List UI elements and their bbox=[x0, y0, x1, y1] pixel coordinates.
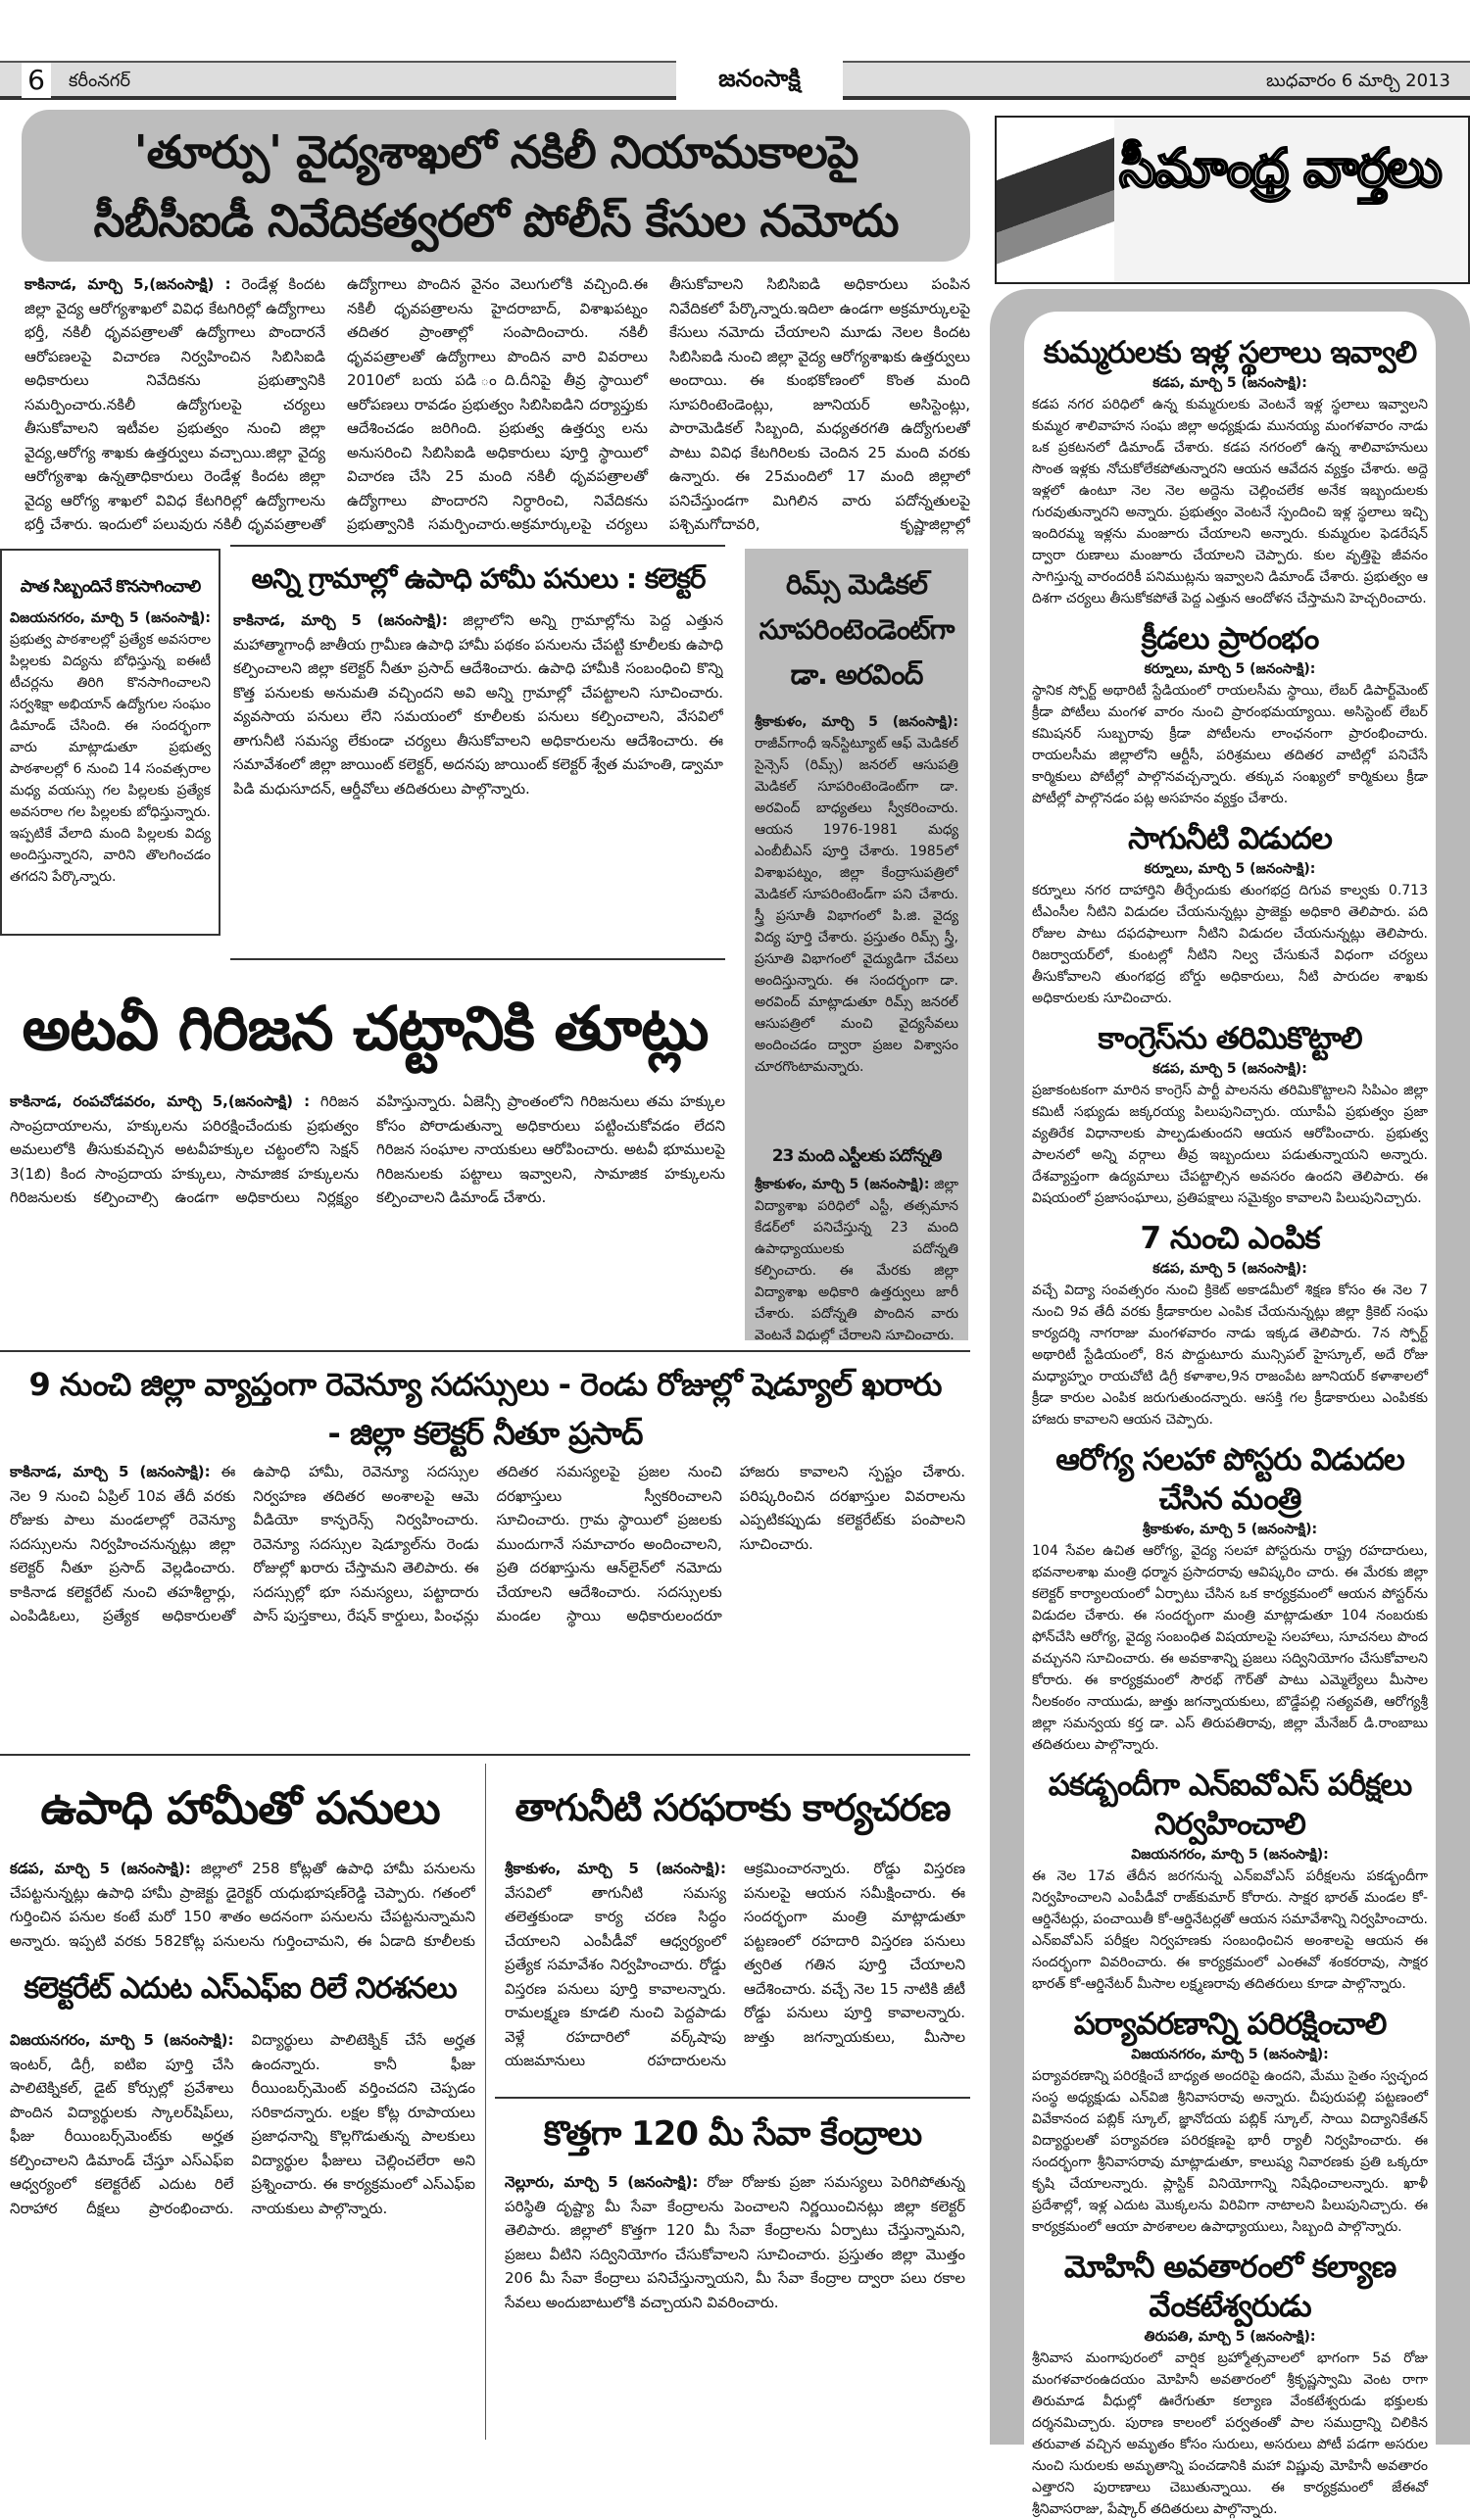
divider bbox=[0, 1754, 970, 1756]
article-old-staff bbox=[0, 549, 220, 936]
divider bbox=[230, 545, 725, 547]
divider bbox=[0, 1350, 970, 1352]
article-upadhi-works bbox=[10, 1857, 475, 1955]
article-text: కడప నగర పరిధిలో ఉన్న కుమ్మరులకు వెంటనే ఇళ్ల స్థలాలు ఇవ్వాలని కుమ్మర శాలివాహన సంఘ జిల్లా అధ్యక్షుడు మునయ్య మంగళవారం నాడు ఒక ప్రకటనలో డిమాండ్ చేశారు. కడప నగరంలో ఉన్న శాలివాహనులు సొంత ఇళ్లకు నోచుకోలేకపోతున్నారని ఆయన ఆవేదన వ్యక్తం చేశారు. అద్దె ఇళ్లలో ఉంటూ నెల నెల అద్దెను చెల్లించలేక అనేక ఇబ్బందులకు గురవుతున్నారని అన్నారు. ప్రభుత్వం వెంటనే స్పందించి ఇళ్ల స్థలాలు ఇచ్చి ఇందిరమ్మ ఇళ్లను మంజూరు చేయాలని అన్నారు. కుమ్మరుల ఫెడరేషన్ ద్వారా రుణాలు మంజూరు చేయాలని చెప్పారు. కుల వృత్తిపై జీవనం సాగిస్తున్న వారందరికీ పనిముట్లను ఇవ్వాలని డిమాండ్ చేశారు. ప్రభుత్వం ఆ దిశగా చర్యలు తీసుకోకపోతే పెద్ద ఎత్తున ఆందోళన చేస్తామని హెచ్చరించారు. bbox=[1032, 397, 1428, 606]
dateline: కాకినాడ, మార్చి 5,(జనంసాక్షి) : bbox=[24, 275, 231, 293]
divider bbox=[230, 958, 725, 960]
article-text: శ్రీనివాస మంగాపురంలో వార్షిక బ్రహ్మోత్సవాలలో భాగంగా 5వ రోజు మంగళవారంఉదయం మోహినీ అవతారంలో శ్రీకృష్ణస్వామి వెంట రాగా తిరుమాడ వీధుల్లో ఊరేగుతూ కల్యాణ వేంకటేశ్వరుడు భక్తులకు దర్శనమిచ్చారు. పురాణ కాలంలో పర్వతంతో పాల సముద్రాన్ని చిలికిన తరువాత వచ్చిన అమృతం కోసం సురులు, అసరులు పోటీ పడగా అసరుల నుంచి సురులకు అమృతాన్ని పంచడానికి మహా విష్ణువు మోహినీ అవతారం ఎత్తారని పురాణాలు చెబుతున్నాయి. ఈ కార్యక్రమంలో జేఈవో శ్రీనివాసరాజు, పేష్కార్ తదితరులు పాల్గొన్నారు. bbox=[1032, 2350, 1428, 2517]
article-headline: మోహినీ అవతారంలో కల్యాణ వేంకటేశ్వరుడు bbox=[1063, 2250, 1396, 2324]
article-headline: పకడ్బందీగా ఎన్‌ఐవోఎస్ పరీక్షలు నిర్వహించాలి bbox=[1048, 1768, 1412, 1842]
article-headline: అన్ని గ్రామాల్లో ఉపాధి హామీ పనులు : కలెక్టర్ bbox=[251, 562, 706, 595]
article-upadhi-collector bbox=[233, 554, 723, 955]
sidebar-article bbox=[1032, 819, 1428, 1009]
dateline: శ్రీకాకుళం, మార్చి 5 (జనంసాక్షి): bbox=[505, 1860, 726, 1877]
masthead bbox=[0, 61, 1470, 100]
article-text: వచ్చే విద్యా సంవత్సరం నుంచి క్రికెట్ అకాడమీలో శిక్షణ కోసం ఈ నెల 7 నుంచి 9వ తేదీ వరకు క్రీడాకారుల ఎంపిక చేయనున్నట్లు జిల్లా క్రికెట్ సంఘ కార్యదర్శి నాగరాజు మంగళవారం నాడు ఇక్కడ తెలిపారు. 7న స్పోర్ట్ అథారిటీ స్టేడియంలో, 8న పొద్దుటూరు మున్సిపల్ హైస్కూల్, అదే రోజు మధ్యాహ్నం రాయచోటి డిగ్రీ కళాశాల,9న రాజంపేట జూనియర్ కళాశాలలో క్రీడా కారుల ఎంపిక జరుగుతుందన్నారు. ఆసక్తి గల క్రీడాకారులు ఎంపికకు హాజరు కావాలని ఆయన చెప్పారు. bbox=[1032, 1283, 1428, 1428]
dateline: కడప, మార్చి 5 (జనంసాక్షి): bbox=[1152, 375, 1307, 391]
article-drinking-water bbox=[505, 1857, 965, 2087]
headline-line-2: - జిల్లా కలెక్టర్ నీతూ ప్రసాద్ bbox=[327, 1415, 643, 1452]
lead-article-body bbox=[24, 272, 970, 537]
sidebar-article bbox=[1032, 1440, 1428, 1756]
article-headline: 7 నుంచి ఎంపిక bbox=[1140, 1221, 1320, 1256]
sidebar-article bbox=[1032, 619, 1428, 809]
article-headline: కలెక్టరేట్ ఎదుట ఎస్‌ఎఫ్‌ఐ రిలే నిరశనలు bbox=[24, 1971, 457, 2006]
dateline: కడప, మార్చి 5 (జనంసాక్షి): bbox=[1152, 1061, 1307, 1077]
article-text: జిల్లా విద్యాశాఖ పరిధిలో ఎస్టీ, తత్సమాన కేడర్‌లో పనిచేస్తున్న 23 మంది ఉపాధ్యాయులకు పదోన్నతి కల్పించారు. ఈ మేరకు జిల్లా విద్యాశాఖ అధికారి ఉత్తర్వులు జారీ చేశారు. పదోన్నతి పొందిన వారు వెంటనే విధుల్లో చేరాలని సూచించారు. bbox=[755, 1177, 958, 1343]
article-text: 104 సేవల ఉచిత ఆరోగ్య, వైద్య సలహా పోస్టరును రాష్ట్ర రహదారులు, భవనాలశాఖ మంత్రి ధర్మాన ప్రసాదరావు ఆవిష్కరిం చారు. ఈ మేరకు జిల్లా కలెక్టర్ కార్యాలయంలో ఏర్పాటు చేసిన ఒక కార్యక్రమంలో ఆయన పోస్టర్‌ను విడుదల చేశారు. ఈ సందర్భంగా మంత్రి మాట్లాడుతూ 104 నంబరుకు ఫోన్‌చేసి ఆరోగ్య, వైద్య సంబంధిత విషయాలపై సలహాలు, సూచనలు పొంద వచ్చునని సూచించారు. ఈ అవకాశాన్ని ప్రజలు సద్వినియోగం చేసుకోవాలని కోరారు. ఈ కార్యక్రమంలో సౌరభ్ గౌర్‌తో పాటు ఎమ్మెల్యేలు మీసాల నీలకంఠం నాయుడు, జుత్తు జగన్నాయకులు, బొడ్డేపల్లి సత్యవతి, ఆరోగ్యశ్రీ జిల్లా సమన్వయ కర్త డా. ఎస్ తిరుపతిరావు, జిల్లా మేనేజర్ డి.రాంబాబు తదితరులు పాల్గొన్నారు. bbox=[1032, 1543, 1428, 1753]
article-revenue bbox=[10, 1460, 965, 1744]
edition-name: కరీంనగర్ bbox=[69, 71, 130, 91]
article-text: రోజు రోజుకు ప్రజా సమస్యలు పెరిగిపోతున్న పరిస్థితి దృష్ట్యా మీ సేవా కేంద్రాలను పెంచాలని నిర్ణయించినట్లు జిల్లా కలెక్టర్ తెలిపారు. జిల్లాలో కొత్తగా 120 మీ సేవా కేంద్రాలను ఏర్పాటు చేస్తున్నామని, ప్రజలు వీటిని సద్వినియోగం చేసుకోవాలని సూచించారు. ప్రస్తుతం జిల్లా మొత్తం 206 మీ సేవా కేంద్రాలు పనిచేస్తున్నాయని, మీ సేవా కేంద్రాల ద్వారా పలు రకాల సేవలు అందుబాటులోకి వచ్చాయని వివరించారు. bbox=[505, 2173, 965, 2311]
article-headline: పాత సిబ్బందినే కొనసాగించాలి bbox=[20, 577, 201, 597]
headline-line-1: 9 నుంచి జిల్లా వ్యాప్తంగా రెవెన్యూ సదస్సులు - రెండు రోజుల్లో షెడ్యూల్ ఖరారు bbox=[28, 1366, 942, 1403]
article-headline: క్రీడలు ప్రారంభం bbox=[1141, 621, 1319, 656]
article-text: జిల్లాలో 258 కోట్లతో ఉపాధి హామీ పనులను చేపట్టనున్నట్లు ఉపాధి హామీ ప్రాజెక్టు డైరెక్టర్ యధుభూషణ్‌రెడ్డి చెప్పారు. గతంలో గుర్తించిన పనుల కంటే మరో 150 శాతం అదనంగా పనులను చేపట్టనున్నామని అన్నారు. ఇప్పటి వరకు 582కోట్ల పనులను గుర్తించామని, ఈ ఏడాది కూలీలకు bbox=[10, 1860, 475, 1950]
article-headline: 23 మంది ఎస్టీలకు పదోన్నతి bbox=[771, 1146, 942, 1166]
article-headline: పర్యావరణాన్ని పరిరక్షించాలి bbox=[1073, 2007, 1387, 2042]
article-text: ప్రజాకంటకంగా మారిన కాంగ్రెస్ పార్టీ పాలనను తరిమికొట్టాలని సిపిఎం జిల్లా కమిటీ సభ్యుడు జక్కరయ్య పిలుపునిచ్చారు. యూపీఏ ప్రభుత్వం ప్రజా వ్యతిరేక విధానాలకు పాల్పడుతుందని ఆయన ఆరోపించారు. ప్రభుత్వ పాలనలో అన్ని వర్గాలు తీవ్ర ఇబ్బందులు పడుతున్నాయని అన్నారు. దేశవ్యాప్తంగా ఉద్యమాలు చేపట్టాల్సిన అవసరం ఉందని తెలిపారు. ఈ విషయంలో ప్రజాసంఘాలు, ప్రతిపక్షాలు సమైక్యం కావాలని పిలుపునిచ్చారు. bbox=[1032, 1083, 1428, 1206]
article-forest bbox=[10, 1090, 725, 1334]
article-text: రాజీవ్‌గాంధీ ఇన్‌స్టిట్యూట్ ఆఫ్ మెడికల్ సైన్సెస్ (రిమ్స్) జనరల్ ఆసుపత్రి మెడికల్ సూపరింటెండెంట్‌గా డా. అరవింద్ బాధ్యతలు స్వీకరించారు. ఆయన 1976-1981 మధ్య ఎంబీబీఎస్ పూర్తి చేశారు. 1985లో విశాఖపట్నం, జిల్లా కేంద్రాసుపత్రిలో మెడికల్ సూపరింటెండ్‌గా పని చేశారు. స్త్రీ ప్రసూతీ విభాగంలో పి.జి. వైద్య విద్య పూర్తి చేశారు. ప్రస్తుతం రిమ్స్ స్త్రీ, ప్రసూతి విభాగంలో వైద్యుడిగా చేవలు అందిస్తున్నారు. ఈ సందర్భంగా డా. అరవింద్ మాట్లాడుతూ రిమ్స్ జనరల్ ఆసుపత్రిలో మంచి వైద్యసేవలు అందించడం ద్వారా ప్రజల విశ్వాసం చూరగొంటామన్నారు. bbox=[755, 736, 958, 1075]
sidebar-article bbox=[1032, 1019, 1428, 1209]
dateline: కర్నూలు, మార్చి 5 (జనంసాక్షి): bbox=[1144, 661, 1316, 677]
article-headline: కొత్తగా 120 మీ సేవా కేంద్రాలు bbox=[543, 2114, 922, 2154]
dateline: విజయనగరం, మార్చి 5 (జనంసాక్షి): bbox=[1131, 1847, 1329, 1863]
dateline: శ్రీకాకుళం, మార్చి 5 (జనంసాక్షి): bbox=[1142, 1522, 1318, 1537]
column-divider bbox=[485, 1764, 486, 2440]
dateline: కాకినాడ, రంపచోడవరం, మార్చి 5,(జనంసాక్షి) : bbox=[10, 1092, 311, 1110]
article-text: స్థానిక స్పోర్ట్ అథారిటీ స్టేడియంలో రాయలసీమ స్థాయి, లేబర్ డిపార్ట్‌మెంట్ క్రీడా పోటీలు మంగళ వారం నుంచి ప్రారంభమయ్యాయి. అసిస్టెంట్ లేబర్ కమిషనర్ సుబ్బరావు క్రీడా పోటీలను లాంఛనంగా ప్రారంభించారు. రాయలసీమ జిల్లాలోని ఆర్టీసీ, పరిశ్రమలు తదితర వాటిల్లో పనిచేసే కార్మికులు పోటీల్లో పాల్గొనవచ్చన్నారు. తక్కువ సంఖ్యలో కార్మికులు క్రీడా పోటీల్లో పాల్గొనడం పట్ల అసహనం వ్యక్తం చేశారు. bbox=[1032, 683, 1428, 806]
dateline: విజయనగరం, మార్చి 5 (జనంసాక్షి): bbox=[10, 2031, 234, 2049]
article-sfi bbox=[10, 2028, 475, 2440]
page-number: 6 bbox=[22, 63, 51, 98]
dateline: తిరుపతి, మార్చి 5 (జనంసాక్షి): bbox=[1144, 2329, 1316, 2345]
dateline: శ్రీకాకుళం, మార్చి 5 (జనంసాక్షి): bbox=[755, 1177, 930, 1192]
dateline: నెల్లూరు, మార్చి 5 (జనంసాక్షి): bbox=[505, 2173, 699, 2191]
article-rims bbox=[745, 549, 968, 1343]
article-headline: తాగునీటి సరఫరాకు కార్యచరణ bbox=[514, 1786, 951, 1829]
lead-headline-line-1: 'తూర్పు' వైద్యశాఖలో నకిలీ నియామకాలపై bbox=[133, 125, 858, 178]
section-banner bbox=[995, 116, 1470, 284]
dateline: కాకినాడ, మార్చి 5 (జనంసాక్షి): bbox=[10, 1463, 211, 1480]
article-headline: అటవీ గిరిజన చట్టానికి తూట్లు bbox=[22, 993, 709, 1064]
dateline: విజయనగరం, మార్చి 5 (జనంసాక్షి): bbox=[10, 610, 211, 626]
lead-headline bbox=[22, 110, 970, 262]
article-text: ఈ నెల 17వ తేదీన జరగనున్న ఎన్‌ఐవోఎస్ పరీక్షలను పకడ్బందీగా నిర్వహించాలని ఎంపీడీవో రాజ్‌కుమార్ కోరారు. సాక్షర భారత్ మండల కో-ఆర్డినేటర్లు, పంచాయితీ కో-ఆర్డినేటర్లతో ఆయన సమావేశాన్ని నిర్వహించారు. ఎన్‌ఐవోఎస్ పరీక్షల నిర్వహణకు సంబంధించిన అంశాలపై ఆయన ఈ సందర్భంగా వివరించారు. ఈ కార్యక్రమంలో ఎంఈవో శంకరరావు, సాక్షర భారత్ కో-ఆర్డినేటర్ మీసాల లక్ష్మణరావు తదితరులు కూడా పాల్గొన్నారు. bbox=[1032, 1868, 1428, 1992]
article-text: ఇంటర్, డిగ్రీ, ఐటిఐ పూర్తి చేసి పాలిటెక్నికల్, డైట్ కోర్సుల్లో ప్రవేశాలు పొందిన విద్యార్థులకు స్కాలర్‌షిప్‌లు, ఫీజు రీయింబర్స్‌మెంట్‌కు అర్హత కల్పించాలని డిమాండ్ చేస్తూ ఎస్‌ఎఫ్‌ఐ ఆధ్వర్యంలో కలెక్టరేట్ ఎదుట రిలే నిరాహార దీక్షలు ప్రారంభించారు. విద్యార్థులు పాలిటెక్నిక్ చేసే అర్హత ఉందన్నారు. కానీ ఫీజు రీయింబర్స్‌మెంట్ వర్తించదని చెప్పడం సరికాదన్నారు. లక్షల కోట్ల రూపాయలు ప్రజాధనాన్ని కొల్లగొడుతున్న పాలకులు విద్యార్థుల ఫీజులు చెల్లించలేరా అని ప్రశ్నించారు. ఈ కార్యక్రమంలో ఎస్‌ఎఫ్‌ఐ నాయకులు పాల్గొన్నారు. bbox=[10, 2031, 475, 2217]
article-text: ప్రభుత్వ పాఠశాలల్లో ప్రత్యేక అవసరాల పిల్లలకు విద్యను బోధిస్తున్న ఐఈటీ టీచర్లను తిరిగి కొనసాగించాలని సర్వశిక్షా అభియాన్ ఉద్యోగుల సంఘం డిమాండ్ చేసింది. ఈ సందర్భంగా వారు మాట్లాడుతూ ప్రభుత్వ పాఠశాలల్లో 6 నుంచి 14 సంవత్సరాల మధ్య వయస్సు గల పిల్లలకు ప్రత్యేక అవసరాల గల పిల్లలకు బోధిస్తున్నారు. ఇప్పటికే వేలాది మంది పిల్లలకు విద్య అందిస్తున్నారని, వారిని తొలగించడం తగదని పేర్కొన్నారు. bbox=[10, 632, 211, 885]
article-text: ఈ నెల 9 నుంచి ఏప్రిల్ 10వ తేదీ వరకు రోజుకు పాలు మండలాల్లో రెవెన్యూ సదస్సులను నిర్వహించనున్నట్లు జిల్లా కలెక్టర్ నీతూ ప్రసాద్ వెల్లడించారు. కాకినాడ కలెక్టరేట్ నుంచి తహశీల్దార్లు, ఎంపిడిఓలు, ప్రత్యేక అధికారులతో ఉపాధి హామీ, రెవెన్యూ సదస్సుల నిర్వహణ తదితర అంశాలపై ఆమె వీడియో కాన్ఫరెన్స్ నిర్వహించారు. రెవెన్యూ సదస్సుల షెడ్యూల్‌ను రెండు రోజుల్లో ఖరారు చేస్తామని తెలిపారు. ఈ సదస్సుల్లో భూ సమస్యలు, పట్టాదారు పాస్ పుస్తకాలు, రేషన్ కార్డులు, పింఛన్లు తదితర సమస్యలపై ప్రజల నుంచి దరఖాస్తులు స్వీకరించాలని సూచించారు. గ్రామ స్థాయిలో ప్రజలకు ముందుగానే సమాచారం అందించాలని, ప్రతి దరఖాస్తును ఆన్‌లైన్‌లో నమోదు చేయాలని ఆదేశించారు. సదస్సులకు మండల స్థాయి అధికారులందరూ హాజరు కావాలని స్పష్టం చేశారు. పరిష్కరించిన దరఖాస్తుల వివరాలను ఎప్పటికప్పుడు కలెక్టరేట్‌కు పంపాలని సూచించారు. bbox=[10, 1463, 965, 1624]
article-text: జిల్లాలోని అన్ని గ్రామాల్లోను పెద్ద ఎత్తున మహాత్మాగాంధీ జాతీయ గ్రామీణ ఉపాధి హామీ పథకం పనులను చేపట్టి కూలీలకు ఉపాధి కల్పించాలని జిల్లా కలెక్టర్ నీతూ ప్రసాద్ ఆదేశించారు. ఉపాధి హామీకి సంబంధించి కొన్ని కొత్త పనులకు అనుమతి వచ్చిందని అవి అన్ని గ్రామాల్లో చేపట్టాలని సూచించారు. వ్యవసాయ పనులు లేని సమయంలో కూలీలకు పనులు కల్పించాలని, వేసవిలో తాగునీటి సమస్య లేకుండా చర్యలు తీసుకోవాలని అధికారులను ఆదేశించారు. ఈ సమావేశంలో జిల్లా జాయింట్ కలెక్టర్, అదనపు జాయింట్ కలెక్టర్ శ్వేత మహంతి, డ్వామా పిడి మధుసూదన్, ఆర్డీవోలు తదితరులు పాల్గొన్నారు. bbox=[233, 611, 723, 798]
article-text: గిరిజన సాంప్రదాయాలను, హక్కులను పరిరక్షించేందుకు ప్రభుత్వం అమలులోకి తీసుకువచ్చిన అటవీహక్కుల చట్టంలోని సెక్షన్ 3(1బి) కింద సాంప్రదాయ హక్కులు, సామాజిక హక్కులను గిరిజనులకు కల్పించాల్సి ఉండగా అధికారులు నిర్లక్ష్యం వహిస్తున్నారు. ఏజెన్సీ ప్రాంతంలోని గిరిజనులు తమ హక్కుల కోసం పోరాడుతున్నా అధికారులు పట్టించుకోవడం లేదని గిరిజన సంఘాల నాయకులు ఆరోపించారు. అటవీ భూములపై గిరిజనులకు పట్టాలు ఇవ్వాలని, సామాజిక హక్కులను కల్పించాలని డిమాండ్ చేశారు. bbox=[10, 1092, 725, 1206]
dateline: కాకినాడ, మార్చి 5 (జనంసాక్షి): bbox=[233, 611, 448, 629]
article-headline: సాగునీటి విడుదల bbox=[1128, 821, 1332, 856]
dateline: కర్నూలు, మార్చి 5 (జనంసాక్షి): bbox=[1144, 861, 1316, 877]
sidebar-article bbox=[1032, 2005, 1428, 2238]
state-map-image bbox=[997, 118, 1114, 284]
article-headline: ఆరోగ్య సలహా పోస్టరు విడుదల చేసిన మంత్రి bbox=[1055, 1442, 1404, 1517]
issue-date: బుధవారం 6 మార్చి 2013 bbox=[1266, 71, 1450, 91]
article-headline: ఉపాధి హామీతో పనులు bbox=[40, 1781, 440, 1834]
article-text: వేసవిలో తాగునీటి సమస్య తలెత్తకుండా కార్య చరణ సిద్ధం చేయాలని ఎంపీడీవో ఆధ్వర్యంలో ప్రత్యేక సమావేశం నిర్వహించారు. రోడ్డు విస్తరణ పనులు పూర్తి కావాలన్నారు. రామలక్ష్మణ కూడలి నుంచి పెద్దపాడు వెళ్లే రహదారిలో వర్క్‌షాపు యజమానులు రహదారులను ఆక్రమించారన్నారు. రోడ్డు విస్తరణ పనులపై ఆయన సమీక్షించారు. ఈ సందర్భంగా మంత్రి మాట్లాడుతూ పట్టణంలో రహదారి విస్తరణ పనులు త్వరిత గతిన పూర్తి చేయాలని ఆదేశించారు. వచ్చే నెల 15 నాటికి జీటీ రోడ్డు పనులు పూర్తి కావాలన్నారు. జుత్తు జగన్నాయకులు, మీసాల bbox=[505, 1860, 965, 2069]
sidebar-article bbox=[1032, 2248, 1428, 2520]
sidebar-article bbox=[1032, 1766, 1428, 1995]
article-meeseva bbox=[505, 2170, 965, 2440]
newspaper-logo: జనంసాక్షి bbox=[676, 57, 843, 100]
dateline: కడప, మార్చి 5 (జనంసాక్షి): bbox=[10, 1860, 191, 1877]
article-text: పర్యావరణాన్ని పరిరక్షించే బాధ్యత అందరిపై ఉందని, మేము సైతం స్వచ్ఛంద సంస్థ అధ్యక్షుడు ఎన్‌విజి శ్రీనివాసరావు అన్నారు. చీపురుపల్లి పట్టణంలో వివేకానంద పబ్లిక్ స్కూల్, జ్ఞానోదయ పబ్లిక్ స్కూల్, సాయి విద్యానికేతన్ విద్యార్థులతో పర్యావరణ పరిరక్షణపై భారీ ర్యాలీ నిర్వహించారు. ఈ సందర్భంగా శ్రీనివాసరావు మాట్లాడుతూ, కాలుష్య నివారణకు ప్రతి ఒక్కరూ కృషి చేయాలన్నారు. ప్లాస్టిక్ వినియోగాన్ని నిషేధించాలన్నారు. ఖాళీ ప్రదేశాల్లో, ఇళ్ల ఎదుట మొక్కలను విరివిగా నాటాలని పిలుపునిచ్చారు. ఈ కార్యక్రమంలో ఆయా పాఠశాలల ఉపాధ్యాయులు, సిబ్బంది పాల్గొన్నారు. bbox=[1032, 2068, 1428, 2235]
section-title: సీమాంధ్ర వార్తలు bbox=[1119, 137, 1441, 199]
dateline: శ్రీకాకుళం, మార్చి 5 (జనంసాక్షి): bbox=[755, 714, 958, 730]
article-headline: కుమ్మరులకు ఇళ్ల స్థలాలు ఇవ్వాలి bbox=[1043, 335, 1417, 370]
lead-headline-line-2: సీబీసీఐడీ నివేదికత్వరలో పోలీస్ కేసుల నమోదు bbox=[93, 194, 899, 247]
article-text: కర్నూలు నగర దాహార్తిని తీర్చేందుకు తుంగభద్ర దిగువ కాల్వకు 0.713 టీఎంసీల నీటిని విడుదల చేయనున్నట్లు ప్రాజెక్టు అధికారి తెలిపారు. పది రోజుల పాటు దఫదఫాలుగా నీటిని విడుదల చేయనున్నట్లు తెలిపారు. రిజర్వాయర్‌లో, కుంటల్లో నీటిని నిల్వ చేసుకునే విధంగా చర్యలు తీసుకోవాలని తుంగభద్ర బోర్డు అధికారులు, నీటి పారుదల శాఖకు అధికారులకు సూచించారు. bbox=[1032, 883, 1428, 1006]
article-headline: రిమ్స్ మెడికల్ సూపరింటెండెంట్‌గా డా. అరవింద్ bbox=[759, 568, 955, 691]
article-headline: కాంగ్రెస్‌ను తరిమికొట్టాలి bbox=[1098, 1021, 1362, 1056]
dateline: విజయనగరం, మార్చి 5 (జనంసాక్షి): bbox=[1131, 2047, 1329, 2062]
sidebar-article bbox=[1032, 333, 1428, 609]
article-text: రెండేళ్ల కిందట జిల్లా వైద్య ఆరోగ్యశాఖలో వివిధ కేటగిరిల్లో ఉద్యోగాలు భర్తీ, నకిలీ ధృవపత్రాలతో ఉద్యోగాలు పొందారనే ఆరోపణలపై విచారణ నిర్వహించిన సిబిసిఐడి అధికారులు నివేదికను ప్రభుత్వానికి సమర్పించారు.నకిలీ ఉద్యోగులపై చర్యలు తీసుకోవాలని ఇటీవల ప్రభుత్వం నుంచి జిల్లా వైద్య,ఆరోగ్య శాఖకు ఉత్తర్వులు వచ్చాయి.జిల్లా వైద్య ఆరోగ్యశాఖ ఉన్నతాధికారులు రెండేళ్ల కిందట జిల్లా వైద్య ఆరోగ్య శాఖలో వివిధ కేటగిరిల్లో ఉద్యోగాలను భర్తీ చేశారు. ఇందులో పలువురు నకిలీ ధృవపత్రాలతో ఉద్యోగాలు పొందిన వైనం వెలుగులోకి వచ్చింది.ఈ నకిలీ ధృవపత్రాలను హైదరాబాద్, విశాఖపట్నం తదితర ప్రాంతాల్లో సంపాదించారు. నకిలీ ధృవపత్రాలతో ఉద్యోగాలు పొందిన వారి వివరాలు 2010లో బయ పడి ంది.దీనిపై తీవ్ర స్థాయిలో ఆరోపణలు రావడం ప్రభుత్వం సిబిసిఐడిని దర్యాప్తుకు ఆదేశించడం జరిగింది. ప్రభుత్వ ఉత్తర్వు లను అనుసరించి సిబిసిఐడి అధికారులు పూర్తి స్థాయిలో విచారణ చేసి 25 మంది నకిలీ ధృవపత్రాలతో ఉద్యోగాలు పొందారని నిర్ధారించి, నివేదికను ప్రభుత్వానికి సమర్పించారు.అక్రమార్కులపై చర్యలు తీసుకోవాలని సిబిసిఐడి అధికారులు పంపిన నివేదికలో పేర్కొన్నారు.ఇదిలా ఉండగా అక్రమార్కులపై కేసులు నమోదు చేయాలని మూడు నెలల కిందట సిబిసిఐడి నుంచి జిల్లా వైద్య ఆరోగ్యశాఖకు ఉత్తర్వులు అందాయి. ఈ కుంభకోణంలో కొంత మంది సూపరింటెండెంట్లు, జూనియర్ అసిస్టెంట్లు, పారామెడికల్ సిబ్బంది, మధ్యతరగతి ఉద్యోగులతో పాటు వివిధ కేటగిరిలకు చెందిన 25 మంది వరకు ఉన్నారు. ఈ 25మందిలో 17 మంది జిల్లాలో పనిచేస్తుండగా మిగిలిన వారు పదోన్నతులపై పశ్చిమగోదావరి, కృష్ణాజిల్లాల్లో bbox=[24, 275, 970, 533]
dateline: కడప, మార్చి 5 (జనంసాక్షి): bbox=[1152, 1261, 1307, 1277]
sidebar-article bbox=[1032, 1219, 1428, 1430]
sidebar-content bbox=[1024, 312, 1436, 2517]
revenue-headline bbox=[0, 1360, 970, 1458]
divider bbox=[495, 2097, 970, 2099]
